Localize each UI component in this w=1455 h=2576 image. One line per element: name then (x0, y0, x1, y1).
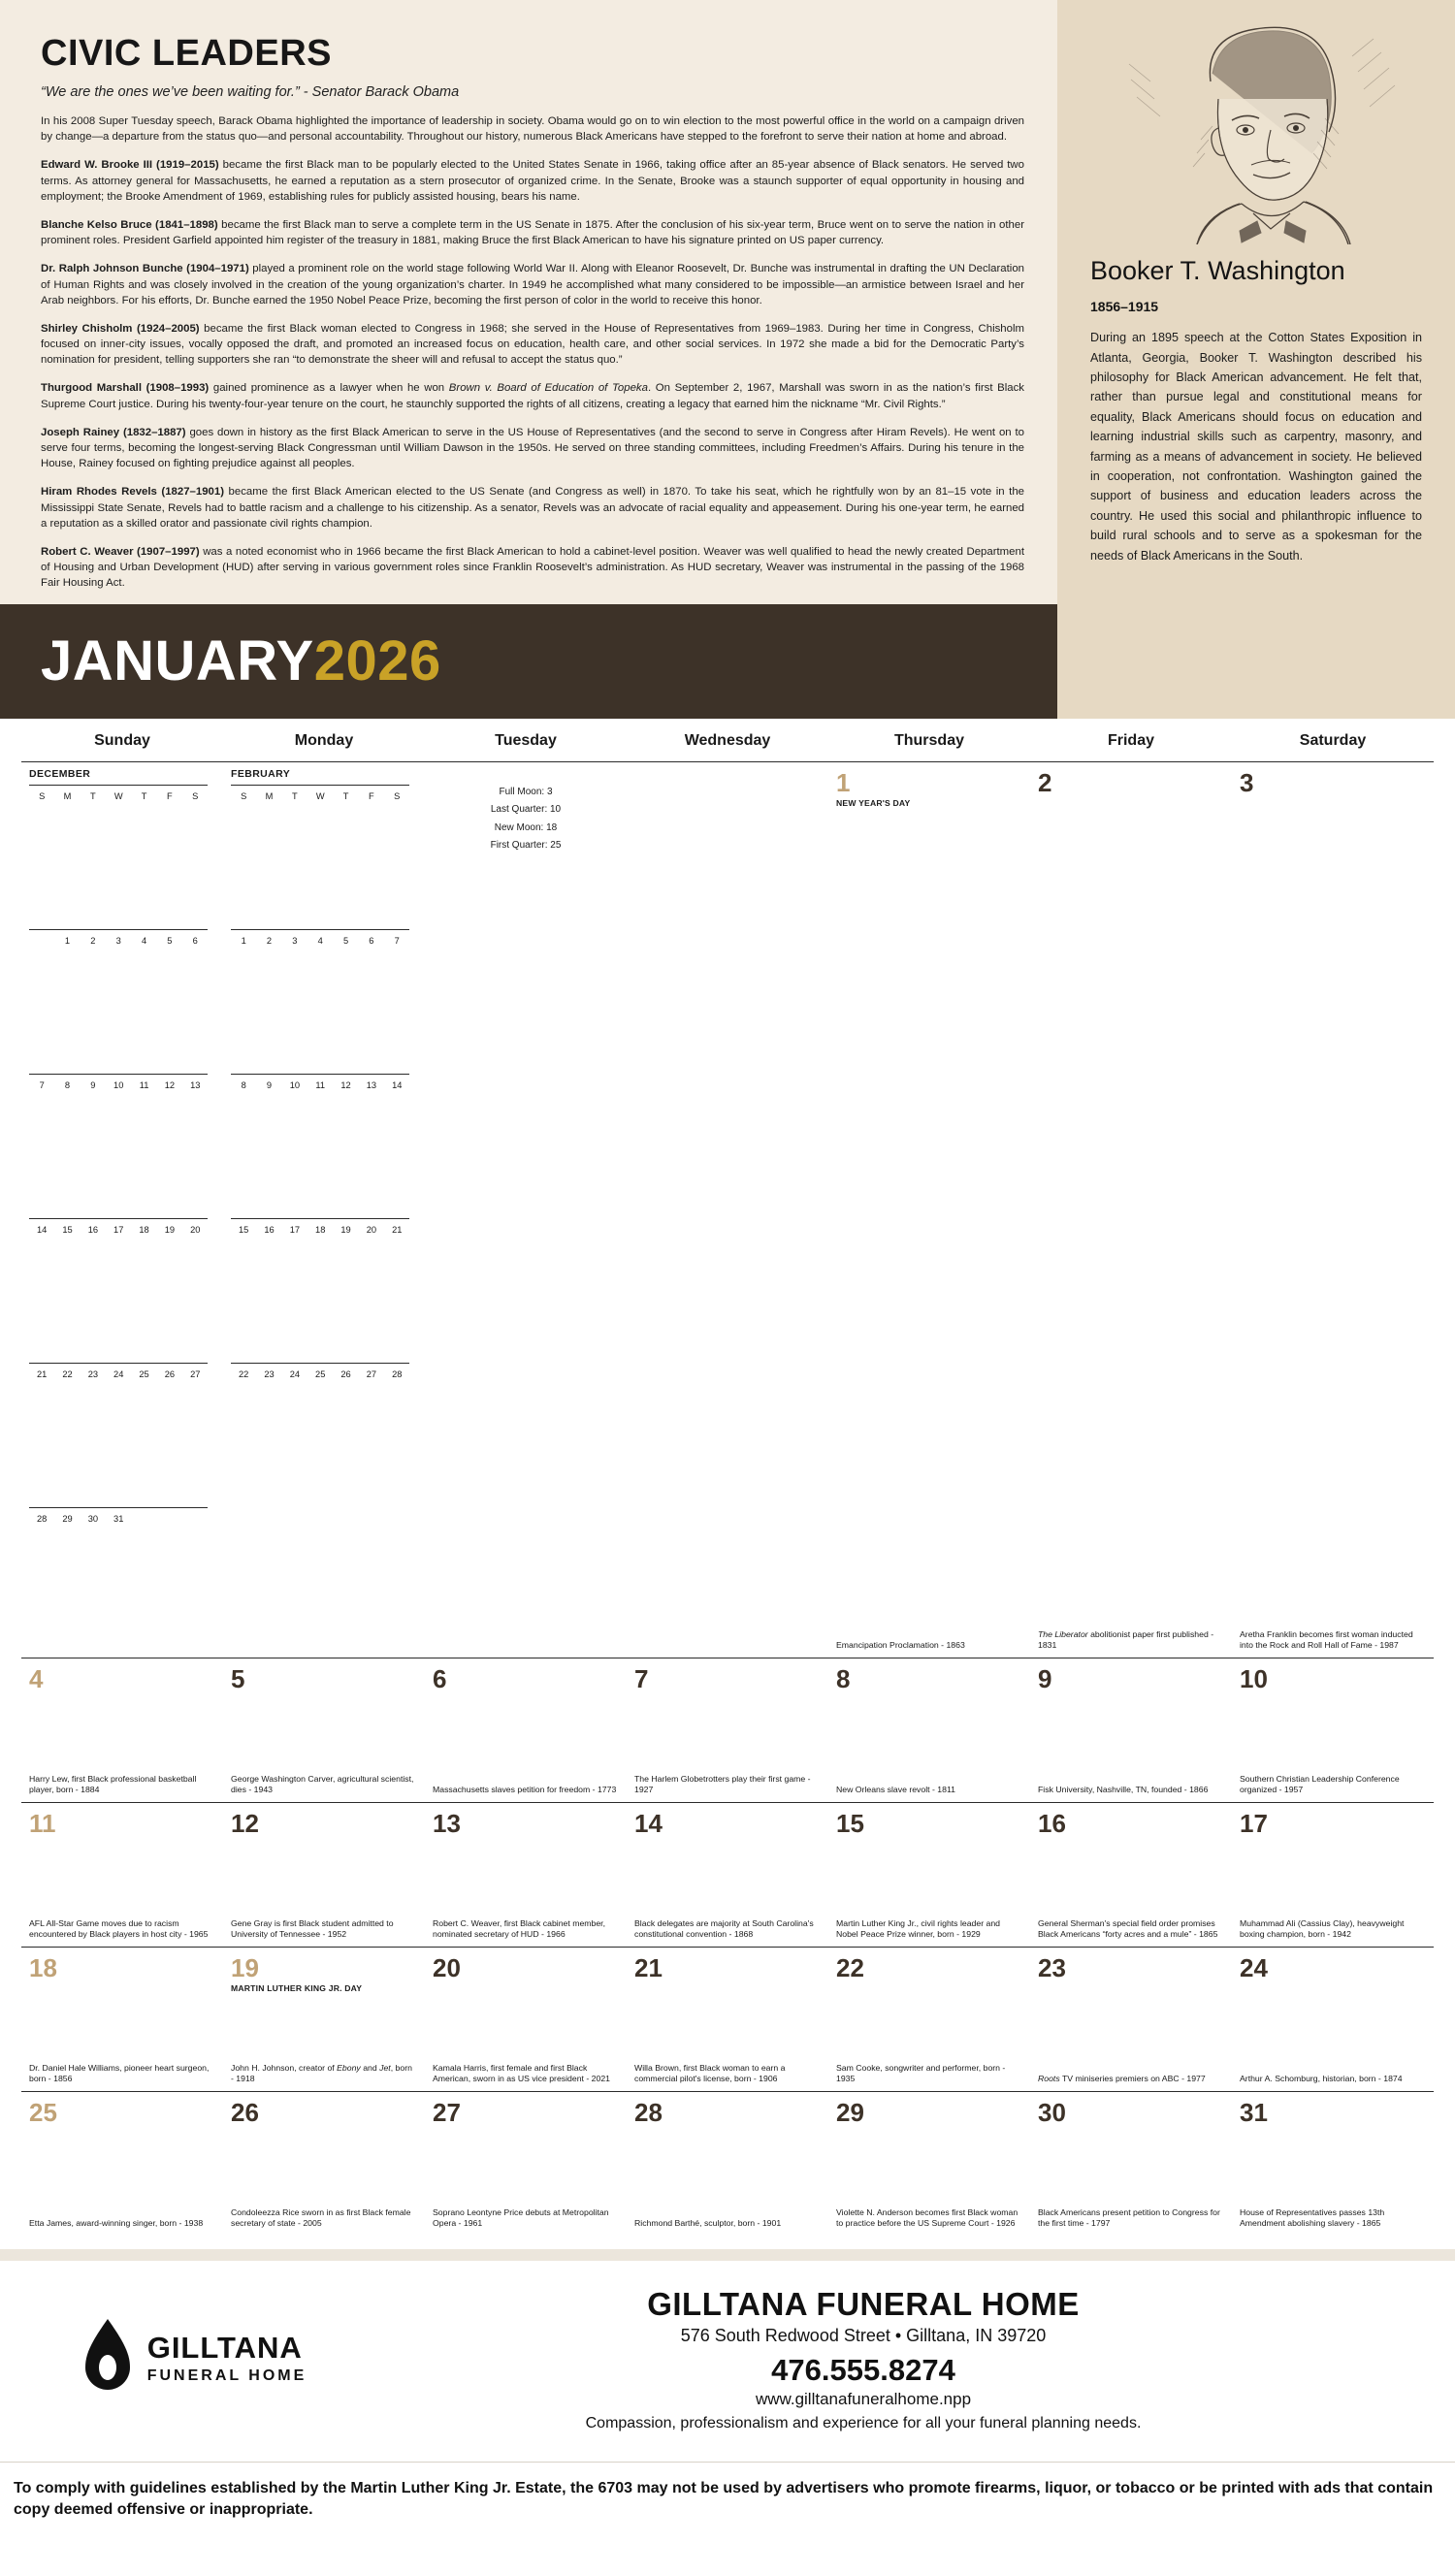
calendar-day-cell[interactable] (223, 1947, 425, 2091)
day-number: 12 (231, 1808, 259, 1838)
calendar-day-cell[interactable] (1232, 1947, 1434, 2091)
day-note: Sam Cooke, songwriter and performer, born - 1935 (836, 2063, 1006, 2084)
day-number: 16 (1038, 1808, 1066, 1838)
day-note: New Orleans slave revolt - 1811 (836, 1785, 955, 1795)
calendar-week-row (21, 761, 1434, 1658)
calendar-grid (21, 719, 1434, 2236)
calendar-day-cell[interactable] (828, 1802, 1030, 1947)
weekday-thursday: Thursday (893, 731, 964, 749)
calendar-day-cell[interactable] (425, 2091, 627, 2236)
moon-phases: Full Moon: 3 Last Quarter: 10 New Moon: 18 First Quarter: 25 (490, 786, 562, 851)
calendar-day-cell[interactable] (828, 1947, 1030, 2091)
bio-paragraph: Edward W. Brooke III (1919–2015) became the first Black man to be popularly elected to the United States Senate in 1966, taking office after an 85-year absence of Black senators. He served two terms. As attorney general for Massachusetts, he earned a reputation as a stern prosecutor of organized crime. In the Senate, Brooke was a staunch supporter of equal opportunity in housing and employment; the Brooke Amendment of 1969, establishing rules for publicly assisted housing, bears his name. (41, 159, 1024, 203)
bio-paragraph: Thurgood Marshall (1908–1993) gained prominence as a lawyer when he won Brown v. Board of Education of Topeka. On September 2, 1967, Marshall was sworn in as the nation’s first Black Supreme Court justice. During his twenty-four-year tenure on the court, he staunchly supported the rights of all citizens, creating a legacy that earned him the nickname “Mr. Civil Rights.” (41, 382, 1024, 410)
day-number: 6 (433, 1663, 447, 1693)
day-note: Southern Christian Leadership Conference organized - 1957 (1240, 1774, 1400, 1795)
weekday-wednesday: Wednesday (684, 731, 771, 749)
calendar-day-cell[interactable] (1030, 2091, 1232, 2236)
calendar-day-cell[interactable] (223, 1802, 425, 1947)
day-note: Violette N. Anderson becomes first Black woman to practice before the US Supreme Court - 1926 (836, 2207, 1018, 2229)
bio-paragraph: Robert C. Weaver (1907–1997) was a noted economist who in 1966 became the first Black American to hold a cabinet-level position. Weaver was well qualified to head the newly created Department of Housing and Urban Development (HUD) after serving in various government roles since Franklin Roosevelt’s administration. As HUD secretary, Weaver was instrumental in the passing of the 1968 Fair Housing Act. (41, 545, 1024, 590)
day-note: Muhammad Ali (Cassius Clay), heavyweight boxing champion, born - 1942 (1240, 1918, 1405, 1940)
weekday-monday: Monday (294, 731, 354, 749)
calendar-week-row (21, 1802, 1434, 1947)
day-note: House of Representatives passes 13th Amendment abolishing slavery - 1865 (1240, 2207, 1385, 2229)
mini-month-december: DECEMBER S M T W T F S 1 2 3 4 5 6 7 8 9 10 11 12 13 14 15 16 17 18 19 20 21 22 23 24 25 26 27 28 29 30 31 (29, 766, 215, 1652)
day-note: Soprano Leontyne Price debuts at Metropolitan Opera - 1961 (433, 2207, 609, 2229)
weekday-sunday: Sunday (94, 731, 150, 749)
day-number: 4 (29, 1663, 44, 1693)
day-number: 7 (634, 1663, 649, 1693)
calendar-cell-filler (21, 761, 223, 1658)
day-note: Etta James, award-winning singer, born - 1938 (29, 2218, 204, 2229)
calendar-grid-wrap (0, 719, 1455, 2249)
advertiser-address: 576 South Redwood Street • Gilltana, IN 39720 (680, 2325, 1047, 2345)
flame-icon (81, 2317, 134, 2400)
calendar-day-cell[interactable] (1030, 761, 1232, 1658)
day-note: George Washington Carver, agricultural scientist, dies - 1943 (231, 1774, 414, 1795)
weekday-friday: Friday (1107, 731, 1154, 749)
advertiser-details (388, 2286, 1339, 2432)
bio-name: Edward W. Brooke III (1919–2015) (41, 159, 219, 172)
day-note: Massachusetts slaves petition for freedom - 1773 (433, 1785, 617, 1795)
bio-paragraph: Dr. Ralph Johnson Bunche (1904–1971) played a prominent role on the world stage following World War II. Along with Eleanor Roosevelt, Dr. Bunche was instrumental in drafting the UN Declaration of Human Rights and was closely involved in the creation of the young organization’s charter. In 1949 he accomplished what many considered to be impossible—an armistice between Israel and her Arab neighbors. For his efforts, Dr. Bunche earned the 1950 Nobel Peace Prize, becoming the first person of color in the world to receive this honor. (41, 263, 1024, 306)
logo-line-2: FUNERAL HOME (146, 2367, 307, 2385)
calendar-day-cell[interactable] (21, 1802, 223, 1947)
day-number: 8 (836, 1663, 851, 1693)
bio-name: Blanche Kelso Bruce (1841–1898) (41, 218, 218, 231)
calendar-day-cell[interactable] (21, 1947, 223, 2091)
day-number: 28 (634, 2097, 663, 2127)
ad-separator (0, 2249, 1455, 2261)
bio-paragraph: Joseph Rainey (1832–1887) goes down in history as the first Black American to serve in the US House of Representatives (and the second to serve in Congress after Hiram Revels). He went on to serve four terms, becoming the longest-serving Black Congressman until William Dawson in the 1950s. He served on three standing committees, including Freedmen’s Affairs. During his tenure in the House, Rainey focused on fighting prejudice against all peoples. (41, 426, 1024, 470)
day-number: 18 (29, 1952, 57, 1982)
portrait-illustration (1096, 14, 1416, 244)
day-number: 27 (433, 2097, 461, 2127)
calendar-day-cell[interactable] (21, 2091, 223, 2236)
calendar-day-cell[interactable] (828, 2091, 1030, 2236)
day-number: 21 (634, 1952, 663, 1982)
day-number: 13 (433, 1808, 461, 1838)
calendar-day-cell[interactable] (627, 1658, 828, 1802)
day-number: 5 (231, 1663, 245, 1693)
booker-t-washington-portrait (1090, 14, 1422, 244)
calendar-day-cell[interactable] (1030, 1658, 1232, 1802)
day-note: The Liberator abolitionist paper first published - 1831 (1038, 1629, 1214, 1651)
day-number: 25 (29, 2097, 57, 2127)
article-intro: In his 2008 Super Tuesday speech, Barack Obama highlighted the importance of leadership in society. Obama would go on to win election to the most powerful office in the world on a campaign driven by change—a departure from the status quo—and personal accountability. Throughout our history, numerous Black Americans have stepped to the forefront to serve their nation at home and abroad. (41, 115, 1024, 144)
day-number: 19 (231, 1952, 259, 1982)
day-note: Gene Gray is first Black student admitted to University of Tennessee - 1952 (231, 1918, 394, 1940)
bio-list (41, 157, 1024, 591)
day-note: Arthur A. Schomburg, historian, born - 1874 (1240, 2074, 1403, 2084)
calendar-day-cell[interactable] (21, 1658, 223, 1802)
day-number: 20 (433, 1952, 461, 1982)
advertiser-website[interactable]: www.gilltanafuneralhome.npp (755, 2389, 972, 2408)
calendar-day-cell[interactable] (627, 2091, 828, 2236)
advertiser-phone[interactable]: 476.555.8274 (771, 2352, 955, 2387)
day-note: Aretha Franklin becomes first woman inducted into the Rock and Roll Hall of Fame - 1987 (1240, 1629, 1413, 1651)
flame-shape (81, 2317, 134, 2400)
day-note: Robert C. Weaver, first Black cabinet member, nominated secretary of HUD - 1966 (433, 1918, 605, 1940)
day-number: 11 (29, 1808, 56, 1838)
calendar-day-cell[interactable] (627, 1802, 828, 1947)
weekday-tuesday: Tuesday (495, 731, 557, 749)
month-banner-left (0, 604, 1057, 719)
month-label: JANUARY (41, 629, 314, 692)
day-note: Fisk University, Nashville, TN, founded - 1866 (1038, 1785, 1209, 1795)
day-note: Dr. Daniel Hale Williams, pioneer heart surgeon, born - 1856 (29, 2063, 210, 2084)
bio-name: Hiram Rhodes Revels (1827–1901) (41, 486, 225, 499)
day-note: Emancipation Proclamation - 1863 (836, 1640, 965, 1651)
calendar-day-cell[interactable] (1030, 1802, 1232, 1947)
day-number: 15 (836, 1808, 864, 1838)
calendar-cell-filler (223, 761, 425, 1658)
weekday-saturday: Saturday (1299, 731, 1367, 749)
day-number: 3 (1240, 767, 1254, 797)
bio-name: Dr. Ralph Johnson Bunche (1904–1971) (41, 263, 249, 275)
calendar-week-row (21, 1947, 1434, 2091)
weekday-header-row (21, 719, 1434, 762)
day-note: Kamala Harris, first female and first Black American, sworn in as US vice president - 2021 (433, 2063, 611, 2084)
calendar-cell-filler (425, 761, 627, 1658)
day-number: 30 (1038, 2097, 1066, 2127)
calendar-day-cell[interactable] (1232, 1658, 1434, 1802)
day-note: The Harlem Globetrotters play their first game - 1927 (634, 1774, 811, 1795)
calendar-day-cell[interactable] (828, 761, 1030, 1658)
advertiser-logo (0, 2317, 388, 2400)
calendar-week-row (21, 1658, 1434, 1802)
calendar-day-cell[interactable] (425, 1802, 627, 1947)
advertiser-logo-text (147, 2333, 307, 2385)
month-banner-right (1057, 604, 1455, 719)
day-number: 1 (836, 767, 851, 797)
day-number: 10 (1240, 1663, 1268, 1693)
day-note: Richmond Barthé, sculptor, born - 1901 (634, 2218, 782, 2229)
feature-text: During an 1895 speech at the Cotton States Exposition in Atlanta, Georgia, Booker T. Washington described his philosophy for Black American advancement. He felt that, rather than pursue legal and constitutional means for equality, Black Americans should focus on education and learning industrial skills such as carpentry, masonry, and farming as a means of advancement in society. He believed in cooperation, not confrontation. Washington gained the support of business and education leaders across the country. He used this social and philanthropic influence to build rural schools and to serve as a spokesman for the needs of Black Americans in the South. (1090, 331, 1422, 563)
calendar-day-cell[interactable] (223, 2091, 425, 2236)
article-quote (41, 84, 1024, 100)
calendar-day-cell[interactable] (1232, 761, 1434, 1658)
article-column (0, 0, 1057, 604)
calendar-cell-filler (627, 761, 828, 1658)
day-note: Martin Luther King Jr., civil rights leader and Nobel Peace Prize winner, born - 1929 (836, 1918, 1001, 1940)
quote-text: “We are the ones we’ve been waiting for.” - Senator Barack Obama (41, 84, 460, 100)
calendar-day-cell[interactable] (828, 1658, 1030, 1802)
holiday-label: NEW YEAR'S DAY (836, 797, 911, 808)
day-note: John H. Johnson, creator of Ebony and Jet, born - 1918 (231, 2063, 412, 2084)
day-number: 17 (1240, 1808, 1268, 1838)
day-note: AFL All-Star Game moves due to racism encountered by Black players in host city - 1965 (29, 1918, 209, 1940)
feature-name: Booker T. Washington (1090, 256, 1345, 285)
calendar-body (21, 761, 1434, 2236)
calendar-day-cell[interactable] (425, 1658, 627, 1802)
day-note: Roots TV miniseries premiers on ABC - 1977 (1038, 2074, 1206, 2084)
calendar-day-cell[interactable] (425, 1947, 627, 2091)
bio-name: Joseph Rainey (1832–1887) (41, 426, 186, 438)
calendar-day-cell[interactable] (223, 1658, 425, 1802)
year-label: 2026 (313, 629, 441, 692)
logo-line-1: GILLTANA (146, 2331, 303, 2366)
feature-dates: 1856–1915 (1090, 299, 1159, 315)
calendar-day-cell[interactable] (627, 1947, 828, 2091)
bio-paragraph: Blanche Kelso Bruce (1841–1898) became the first Black man to serve a complete term in the US Senate in 1875. After the conclusion of his six-year term, Bruce went on to serve the nation in other prominent roles. President Garfield appointed him register of the treasury in 1881, making Bruce the first Black American to have his signature printed on US paper currency. (41, 218, 1025, 247)
day-note: Willa Brown, first Black woman to earn a commercial pilot's license, born - 1906 (634, 2063, 786, 2084)
day-note: Harry Lew, first Black professional basketball player, born - 1884 (29, 1774, 197, 1795)
feature-column (1057, 0, 1455, 604)
day-number: 24 (1240, 1952, 1268, 1982)
mini-month-february: FEBRUARY S M T W T F S 1 2 3 4 5 6 7 8 9 10 11 12 13 14 15 16 17 18 19 20 21 22 23 24 25 26 27 28 (231, 766, 417, 1507)
day-number: 14 (634, 1808, 663, 1838)
bio-paragraph: Shirley Chisholm (1924–2005) became the first Black woman elected to Congress in 1968; she served in the House of Representatives from 1969–1983. During her time in Congress, Chisholm focused on inner-city issues, vocally opposed the draft, and promoted an increased focus on education, health care, and other social services. In 1972 she made a bid for the Democratic Party’s nomination for president, telling supporters she ran “to demonstrate the sheer will and refusal to accept the status quo.” (41, 322, 1024, 367)
legal-disclaimer: To comply with guidelines established by the Martin Luther King Jr. Estate, the 6703 may not be used by advertisers who promote firearms, liquor, or tobacco or be printed with ads that contain copy deemed offensive or inappropriate. (0, 2462, 1455, 2538)
month-banner (0, 604, 1455, 719)
calendar-day-cell[interactable] (1232, 2091, 1434, 2236)
day-note: General Sherman's special field order promises Black Americans “forty acres and a mule” - 1865 (1038, 1918, 1218, 1940)
bio-name: Robert C. Weaver (1907–1997) (41, 545, 200, 558)
calendar-day-cell[interactable] (1232, 1802, 1434, 1947)
day-number: 22 (836, 1952, 864, 1982)
bio-name: Shirley Chisholm (1924–2005) (41, 322, 200, 335)
day-number: 26 (231, 2097, 259, 2127)
day-note: Black Americans present petition to Congress for the first time - 1797 (1038, 2207, 1220, 2229)
day-number: 9 (1038, 1663, 1052, 1693)
bio-paragraph: Hiram Rhodes Revels (1827–1901) became the first Black American elected to the US Senate (and Congress as well) in 1870. To take his seat, which he rightfully won by an 81–15 vote in the Mississippi State Senate, Revels had to battle racism and a challenge to his citizenship. As a senator, Revels was an advocate of racial equality and appeasement. During his one-year term, he earned a reputation as a skilled orator and passionate civil rights champion. (41, 486, 1024, 530)
top-section (0, 0, 1455, 604)
day-number: 31 (1240, 2097, 1268, 2127)
day-number: 29 (836, 2097, 864, 2127)
day-number: 2 (1038, 767, 1052, 797)
advertisement (0, 2261, 1455, 2462)
advertiser-name: GILLTANA FUNERAL HOME (647, 2285, 1080, 2322)
advertiser-tagline: Compassion, professionalism and experience for all your funeral planning needs. (585, 2414, 1142, 2431)
page-title: CIVIC LEADERS (41, 33, 332, 74)
day-number: 23 (1038, 1952, 1066, 1982)
holiday-label: MARTIN LUTHER KING JR. DAY (231, 1982, 363, 1993)
day-note: Condoleezza Rice sworn in as first Black female secretary of state - 2005 (231, 2207, 411, 2229)
calendar-week-row (21, 2091, 1434, 2236)
day-note: Black delegates are majority at South Carolina's constitutional convention - 1868 (634, 1918, 814, 1940)
bio-name: Thurgood Marshall (1908–1993) (41, 382, 210, 395)
calendar-day-cell[interactable] (1030, 1947, 1232, 2091)
